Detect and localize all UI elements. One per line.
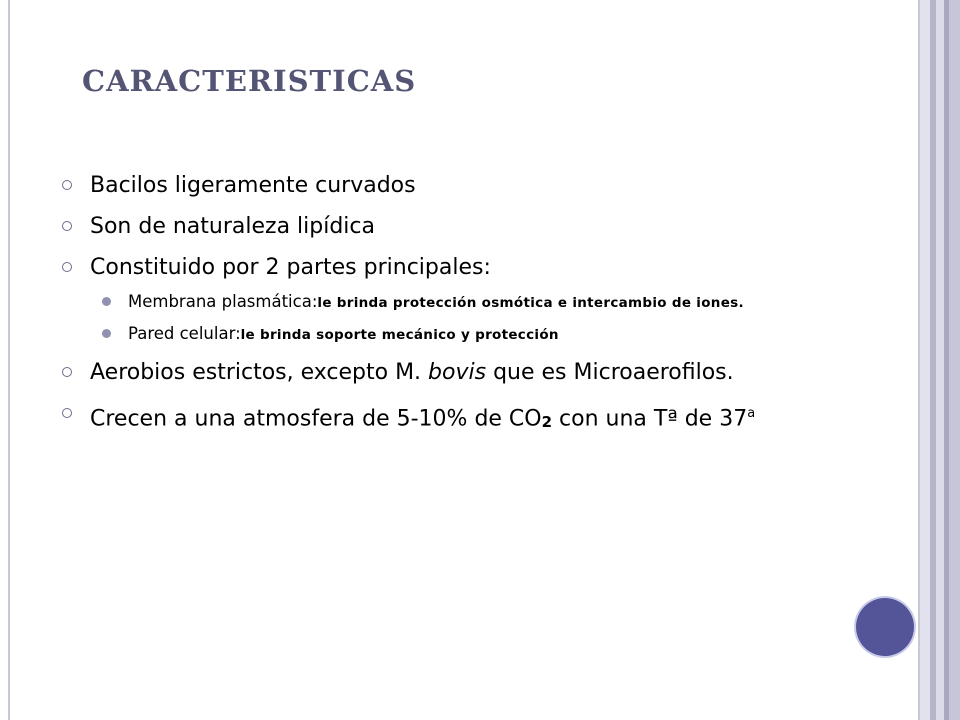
sub-bullet-detail: le brinda protección osmótica e intercambio de iones. [317, 295, 744, 311]
dot-bullet-icon [102, 329, 111, 338]
sub-bullet-item [62, 291, 822, 314]
decorative-circle [856, 598, 914, 656]
ring-bullet-icon [62, 408, 72, 418]
sub-bullet-detail: le brinda soporte mecánico y protección [240, 327, 559, 343]
bullet-list [62, 170, 822, 446]
ring-bullet-icon [62, 221, 72, 231]
superscript-text: a [747, 406, 756, 421]
bullet-text: Constituido por 2 partes principales: [90, 255, 491, 280]
bullet-item [62, 170, 822, 201]
bullet-item [62, 211, 822, 242]
bullet-text: Aerobios estrictos, excepto M. [90, 360, 429, 385]
bullet-item [62, 398, 822, 436]
bullet-text: Son de naturaleza lipídica [90, 214, 376, 239]
bullet-text: Crecen a una atmosfera de 5-10% de CO [90, 406, 542, 432]
sub-bullet-label: Membrana plasmática: [128, 292, 318, 311]
bullet-text: Bacilos ligeramente curvados [90, 173, 416, 198]
ring-bullet-icon [62, 262, 72, 272]
subscript-text: 2 [541, 413, 553, 432]
bullet-italic-text: bovis [428, 360, 487, 385]
bullet-item [62, 252, 822, 283]
ring-bullet-icon [62, 180, 72, 190]
decorative-stripe [920, 0, 930, 720]
bullet-item [62, 357, 822, 388]
decorative-stripe [949, 0, 960, 720]
ring-bullet-icon [62, 367, 72, 377]
bullet-text: que es Microaerofilos. [486, 360, 734, 385]
dot-bullet-icon [102, 297, 111, 306]
sub-bullet-item [62, 323, 822, 346]
bullet-text: con una Tª de 37 [552, 406, 748, 432]
sub-bullet-label: Pared celular: [128, 324, 241, 343]
slide-title: CARACTERISTICAS [82, 64, 417, 98]
decorative-stripe [936, 0, 944, 720]
